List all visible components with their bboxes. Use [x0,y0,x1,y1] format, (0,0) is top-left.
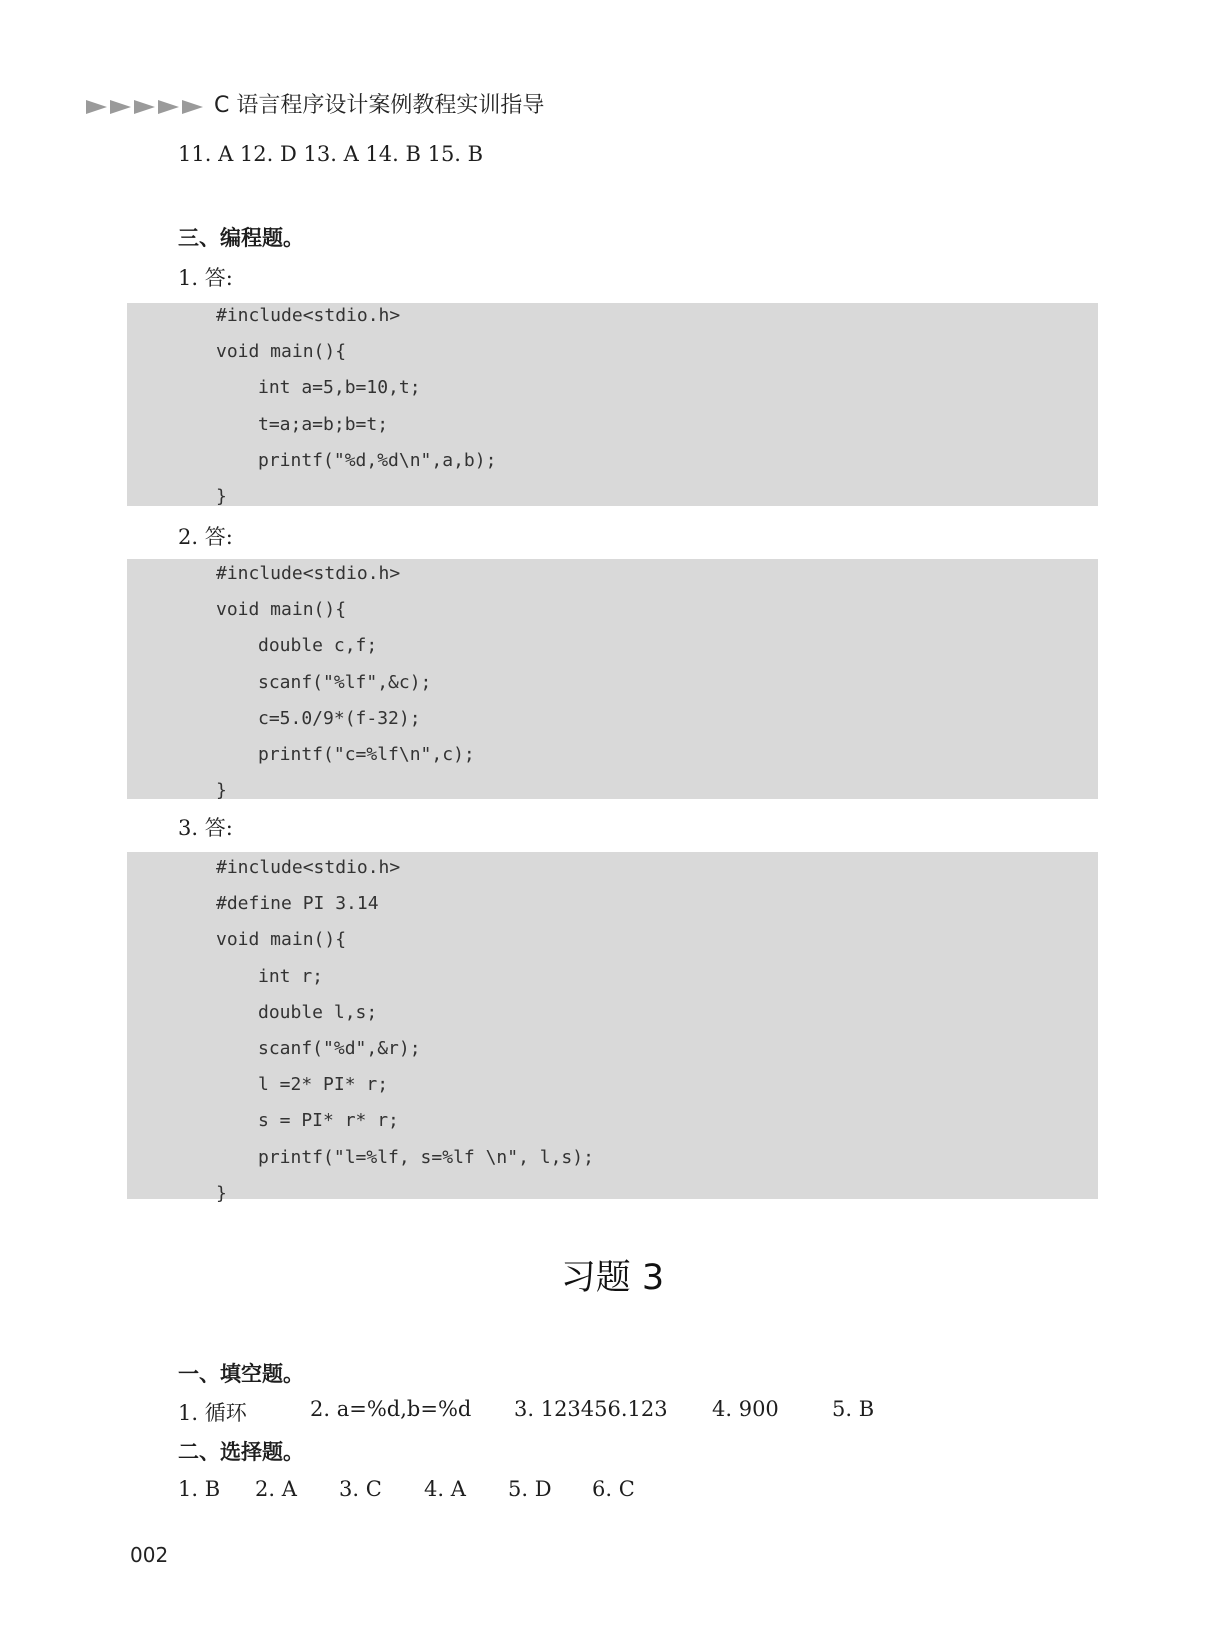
code-line: printf("c=%lf\n",c); [258,744,475,765]
arrow-icon [86,100,107,114]
code-line: printf("%d,%d\n",a,b); [258,449,497,471]
header-dot-rule [851,66,1106,71]
choice-answer-4: 4. A [424,1477,466,1501]
question-2-label: 2. 答: [178,525,233,549]
fill-heading: 一、填空题。 [178,1362,304,1386]
choice-answer-6: 6. C [592,1477,635,1501]
code-line: printf("l=%lf, s=%lf \n", l,s); [258,1146,594,1168]
header-arrow-icons [86,99,206,118]
section-heading-programming: 三、编程题。 [178,226,304,250]
code-line: #include<stdio.h> [216,857,401,878]
code-line: } [216,486,227,507]
code-line: scanf("%lf",&c); [258,671,432,693]
code-line: c=5.0/9*(f-32); [258,707,421,729]
code-block-1 [127,303,1098,506]
code-line: } [216,1182,227,1204]
choice-answer-3: 3. C [339,1477,382,1501]
code-line: s = PI* r* r; [258,1110,399,1132]
header-dot-rule [751,82,1106,87]
arrow-icon [182,100,203,114]
code-line: #include<stdio.h> [216,305,401,326]
choice-heading: 二、选择题。 [178,1440,304,1464]
page-number: 002 [130,1543,169,1567]
header-title: C 语言程序设计案例教程实训指导 [214,93,545,118]
fill-answer-2: 2. a=%d,b=%d [310,1397,472,1421]
code-line: } [216,780,227,802]
fill-answer-1: 1. 循环 [178,1401,247,1425]
code-line: void main(){ [216,599,347,621]
code-line: int a=5,b=10,t; [258,377,421,399]
fill-answer-5: 5. B [832,1397,875,1421]
code-line: scanf("%d",&r); [258,1038,421,1059]
arrow-icon [158,100,179,114]
page-header [86,88,1106,124]
choice-answer-2: 2. A [255,1477,297,1501]
exercise-title: 习题 3 [560,1258,665,1298]
question-1-label: 1. 答: [178,266,233,290]
arrow-icon [110,100,131,114]
code-line: void main(){ [216,341,347,363]
fill-answer-3: 3. 123456.123 [514,1397,668,1421]
code-line: #include<stdio.h> [216,563,401,584]
answers-11-15: 11. A 12. D 13. A 14. B 15. B [178,142,484,166]
choice-answer-5: 5. D [508,1477,552,1501]
code-line: #define PI 3.14 [216,893,379,915]
header-dot-rule [611,98,1106,103]
code-line: int r; [258,965,324,987]
fill-answer-4: 4. 900 [712,1397,779,1421]
code-line: l =2* PI* r; [258,1074,389,1096]
question-3-label: 3. 答: [178,816,233,840]
code-line: t=a;a=b;b=t; [258,413,389,435]
choice-answer-1: 1. B [178,1477,221,1501]
code-line: double c,f; [258,635,378,657]
code-line: double l,s; [258,1001,378,1023]
arrow-icon [134,100,155,114]
code-line: void main(){ [216,929,347,951]
